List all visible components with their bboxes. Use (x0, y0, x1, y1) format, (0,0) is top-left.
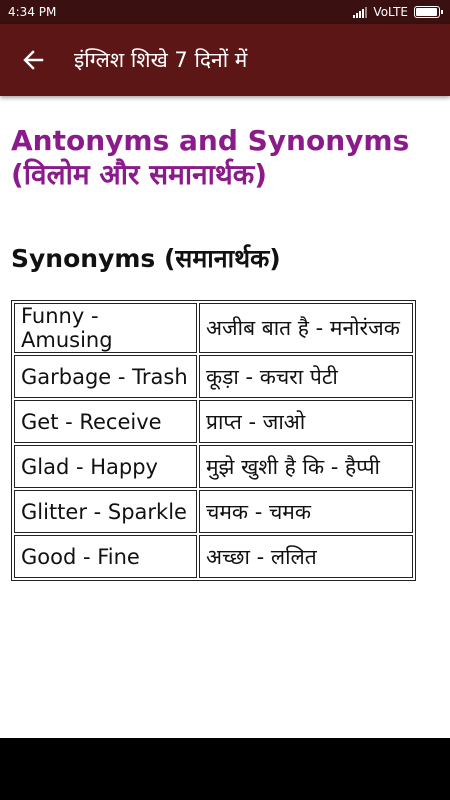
english-word-pair: Glitter - Sparkle (14, 490, 197, 533)
table-row (14, 400, 413, 443)
status-bar (0, 0, 450, 24)
back-button[interactable] (0, 24, 66, 96)
section-title: Synonyms (समानार्थक) (11, 244, 281, 273)
english-word-pair: Get - Receive (14, 400, 197, 443)
hindi-word-pair: अजीब बात है - मनोरंजक (199, 303, 413, 353)
status-time: 4:34 PM (8, 5, 57, 19)
battery-icon (414, 6, 440, 18)
arrow-back-icon (22, 49, 44, 71)
english-word-pair: Glad - Happy (14, 445, 197, 488)
english-word-pair: Good - Fine (14, 535, 197, 578)
content-area[interactable] (0, 96, 450, 738)
english-word-pair: Garbage - Trash (14, 355, 197, 398)
navigation-bar (0, 738, 450, 800)
network-label: VoLTE (373, 5, 408, 19)
synonyms-table (11, 300, 416, 581)
page-heading-hindi: (विलोम और समानार्थक) (11, 158, 268, 191)
status-icons (353, 5, 440, 19)
hindi-word-pair: अच्छा - ललित (199, 535, 413, 578)
app-bar (0, 24, 450, 96)
hindi-word-pair: कूड़ा - कचरा पेटी (199, 355, 413, 398)
page-heading-english: Antonyms and Synonyms (11, 124, 410, 157)
english-word-pair: Funny - Amusing (14, 303, 197, 353)
hindi-word-pair: मुझे खुशी है कि - हैप्पी (199, 445, 413, 488)
table-row (14, 535, 413, 578)
app-title: इंग्लिश शिखे 7 दिनों में (74, 48, 248, 72)
table-row (14, 303, 413, 353)
table-row (14, 490, 413, 533)
table-row (14, 445, 413, 488)
battery-level (416, 8, 437, 16)
synonyms-table-body (14, 303, 413, 578)
hindi-word-pair: प्राप्त - जाओ (199, 400, 413, 443)
page-heading (11, 124, 440, 192)
signal-icon (353, 6, 367, 18)
hindi-word-pair: चमक - चमक (199, 490, 413, 533)
table-row (14, 355, 413, 398)
